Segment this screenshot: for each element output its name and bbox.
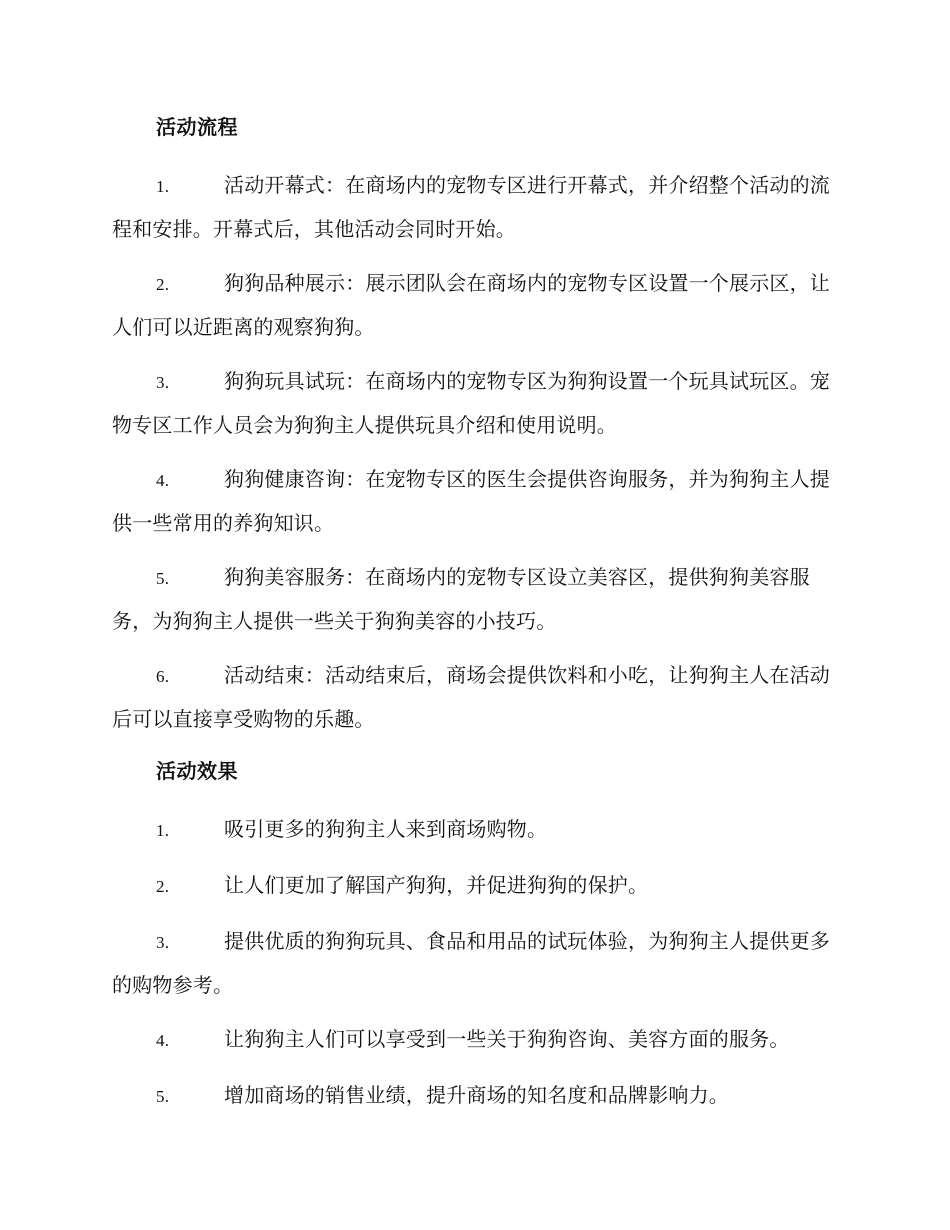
section-heading-process: 活动流程 bbox=[156, 115, 238, 139]
list-item bbox=[112, 262, 834, 348]
document-content bbox=[112, 108, 834, 1130]
list-item-number: 4. bbox=[156, 471, 170, 490]
list-item bbox=[112, 1074, 834, 1118]
list-item bbox=[112, 458, 834, 544]
list-item-text: 吸引更多的狗狗主人来到商场购物。 bbox=[224, 817, 548, 841]
list-item-text: 让狗狗主人们可以享受到一些关于狗狗咨询、美容方面的服务。 bbox=[224, 1027, 790, 1051]
list-item-text: 活动结束：活动结束后，商场会提供饮料和小吃，让狗狗主人在活动后可以直接享受购物的乐趣。 bbox=[112, 663, 830, 731]
list-item bbox=[112, 654, 834, 740]
list-item bbox=[112, 864, 834, 908]
list-item-text: 让人们更加了解国产狗狗，并促进狗狗的保护。 bbox=[224, 873, 649, 897]
list-item bbox=[112, 1018, 834, 1062]
list-item-number: 5. bbox=[156, 569, 170, 588]
list-item-number: 2. bbox=[156, 877, 170, 896]
list-item-text: 狗狗玩具试玩：在商场内的宠物专区为狗狗设置一个玩具试玩区。宠物专区工作人员会为狗狗主人提供玩具介绍和使用说明。 bbox=[112, 369, 830, 437]
list-item-number: 1. bbox=[156, 177, 170, 196]
list-item bbox=[112, 164, 834, 250]
list-item bbox=[112, 808, 834, 852]
list-item bbox=[112, 556, 834, 642]
list-item-text: 狗狗美容服务：在商场内的宠物专区设立美容区，提供狗狗美容服务，为狗狗主人提供一些关于狗狗美容的小技巧。 bbox=[112, 565, 810, 633]
list-item bbox=[112, 920, 834, 1006]
section-heading-effects: 活动效果 bbox=[156, 759, 238, 783]
list-item-number: 1. bbox=[156, 821, 170, 840]
list-item-text: 提供优质的狗狗玩具、食品和用品的试玩体验，为狗狗主人提供更多的购物参考。 bbox=[112, 929, 830, 997]
list-item-number: 3. bbox=[156, 373, 170, 392]
list-item-text: 增加商场的销售业绩，提升商场的知名度和品牌影响力。 bbox=[224, 1083, 729, 1107]
list-item-text: 狗狗品种展示：展示团队会在商场内的宠物专区设置一个展示区，让人们可以近距离的观察狗狗。 bbox=[112, 271, 830, 339]
list-item-text: 活动开幕式：在商场内的宠物专区进行开幕式，并介绍整个活动的流程和安排。开幕式后，其他活动会同时开始。 bbox=[112, 173, 830, 241]
list-item-number: 5. bbox=[156, 1087, 170, 1106]
list-item-number: 2. bbox=[156, 275, 170, 294]
list-item-number: 6. bbox=[156, 667, 170, 686]
list-item-text: 狗狗健康咨询：在宠物专区的医生会提供咨询服务，并为狗狗主人提供一些常用的养狗知识。 bbox=[112, 467, 830, 535]
list-item-number: 3. bbox=[156, 933, 170, 952]
list-item bbox=[112, 360, 834, 446]
list-item-number: 4. bbox=[156, 1031, 170, 1050]
